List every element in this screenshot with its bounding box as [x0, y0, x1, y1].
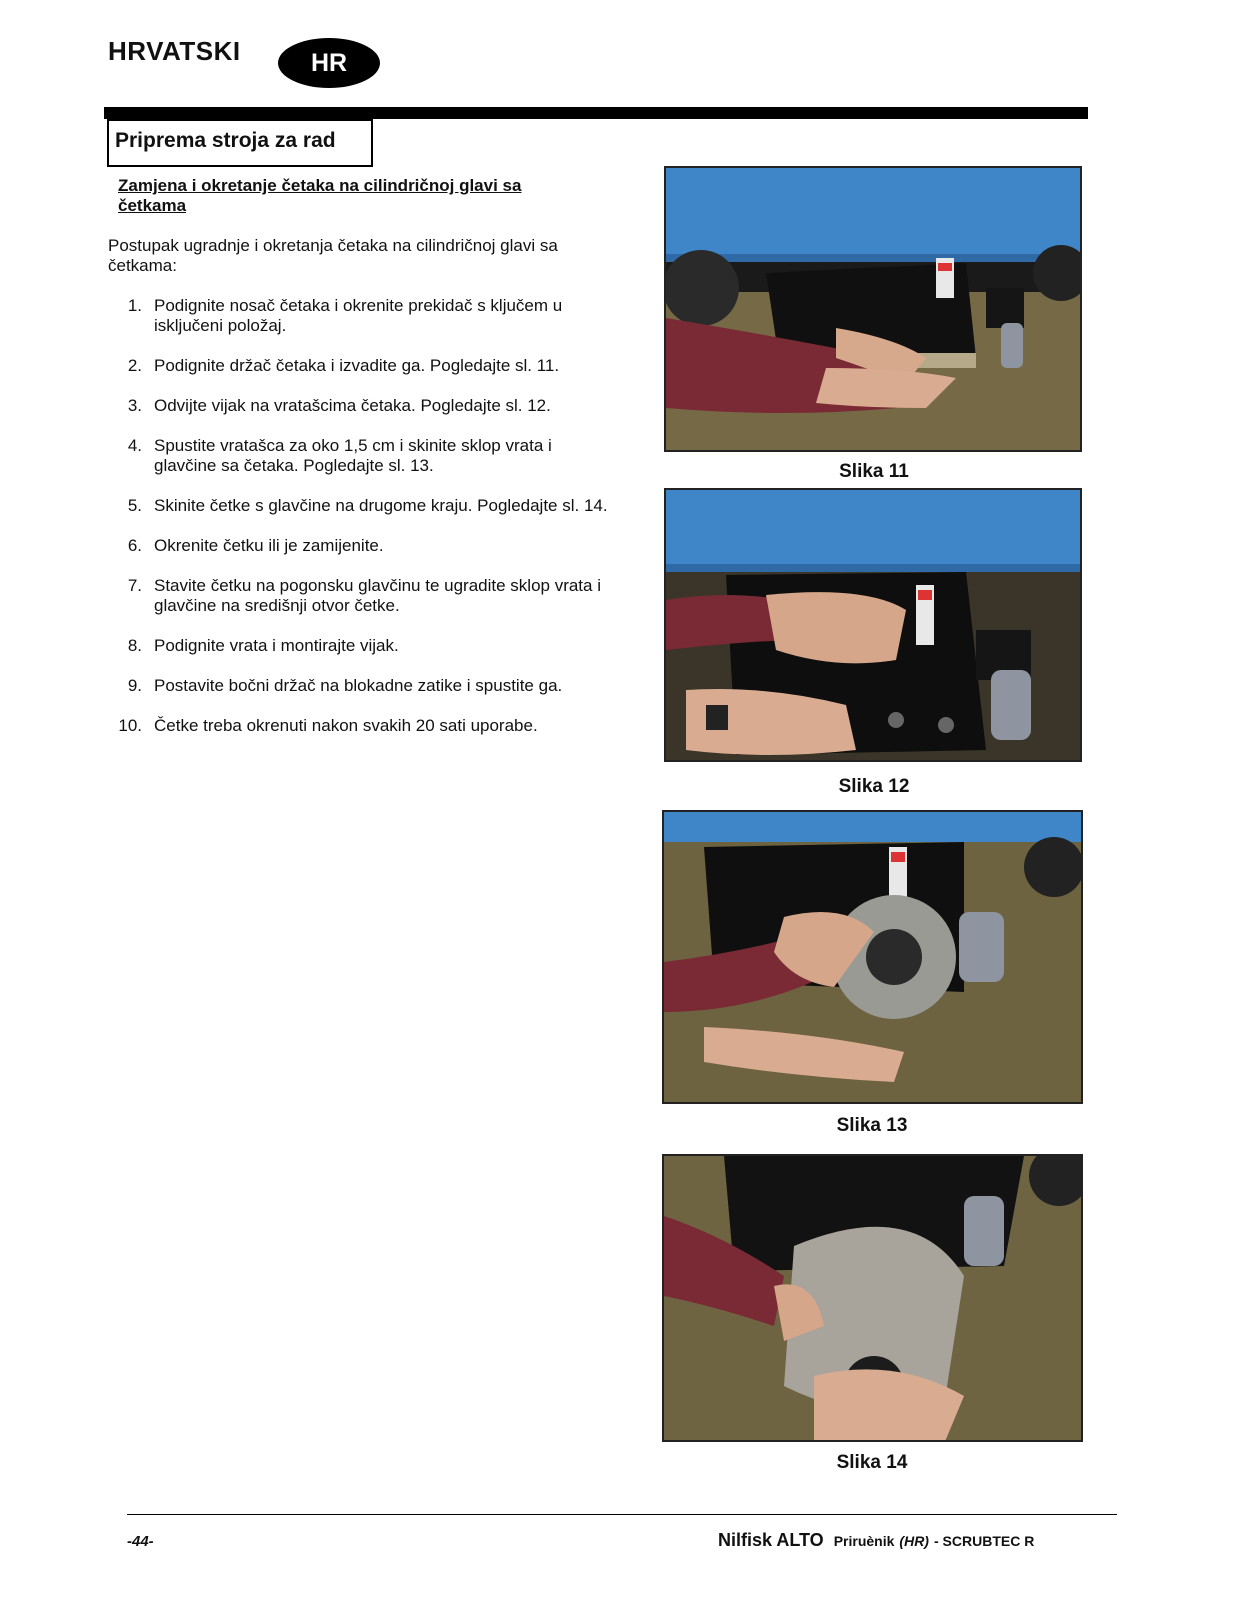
step-item [108, 296, 608, 336]
language-badge: HR [278, 38, 380, 88]
step-number: 4. [127, 436, 142, 455]
step-text: Stavite četku na pogonsku glavčinu te ugradite sklop vrata i glavčine na središnji otvor četke. [154, 576, 601, 615]
figure-14-photo [662, 1154, 1083, 1442]
step-number: 5. [127, 496, 142, 515]
step-number: 9. [127, 676, 142, 695]
footer-rule [127, 1514, 1117, 1515]
footer-manual: Priruènik [833, 1533, 895, 1549]
step-text: Podignite nosač četaka i okrenite prekidač s ključem u isključeni položaj. [154, 296, 563, 335]
step-item [108, 396, 608, 416]
step-text: Skinite četke s glavčine na drugome kraju. Pogledajte sl. 14. [154, 496, 608, 515]
footer-brand: Nilfisk ALTO [718, 1530, 824, 1550]
step-text: Postavite bočni držač na blokadne zatike i spustite ga. [154, 676, 563, 695]
header-rule [104, 107, 1088, 119]
step-item [108, 536, 608, 556]
figure-12-photo [664, 488, 1082, 762]
step-item [108, 636, 608, 656]
step-text: Četke treba okrenuti nakon svakih 20 sati uporabe. [154, 716, 538, 735]
step-text: Spustite vratašca za oko 1,5 cm i skinite sklop vrata i glavčine sa četaka. Pogledajte sl. 13. [154, 436, 552, 475]
figure-12-caption: Slika 12 [838, 776, 910, 797]
step-text: Odvijte vijak na vratašcima četaka. Pogledajte sl. 12. [154, 396, 551, 415]
sub-heading: Zamjena i okretanje četaka na cilindričnoj glavi sa četkama [118, 176, 522, 215]
figure-13-photo [662, 810, 1083, 1104]
page-number: -44- [127, 1533, 154, 1550]
footer-title [718, 1530, 1034, 1551]
step-item [108, 676, 608, 696]
step-text: Podignite vrata i montirajte vijak. [154, 636, 399, 655]
section-title: Priprema stroja za rad [107, 119, 373, 167]
step-number: 10. [118, 716, 142, 735]
step-text: Okrenite četku ili je zamijenite. [154, 536, 384, 555]
procedure-steps [108, 296, 608, 756]
step-number: 7. [127, 576, 142, 595]
step-item [108, 496, 608, 516]
step-number: 8. [127, 636, 142, 655]
step-item [108, 436, 608, 476]
figure-13-caption: Slika 13 [836, 1115, 908, 1136]
step-text: Podignite držač četaka i izvadite ga. Pogledajte sl. 11. [154, 356, 560, 375]
figure-14-caption: Slika 14 [836, 1452, 908, 1473]
footer-product: - SCRUBTEC R [933, 1533, 1035, 1549]
step-number: 1. [127, 296, 142, 315]
step-item [108, 716, 608, 736]
step-number: 2. [127, 356, 142, 375]
figure-11-caption: Slika 11 [839, 461, 909, 482]
step-number: 3. [127, 396, 142, 415]
footer-lang: (HR) [899, 1533, 929, 1549]
step-item [108, 576, 608, 616]
step-item [108, 356, 608, 376]
step-number: 6. [127, 536, 142, 555]
language-title: HRVATSKI [108, 36, 241, 66]
intro-paragraph: Postupak ugradnje i okretanja četaka na cilindričnoj glavi sa četkama: [108, 236, 558, 275]
figure-11-photo [664, 166, 1082, 452]
